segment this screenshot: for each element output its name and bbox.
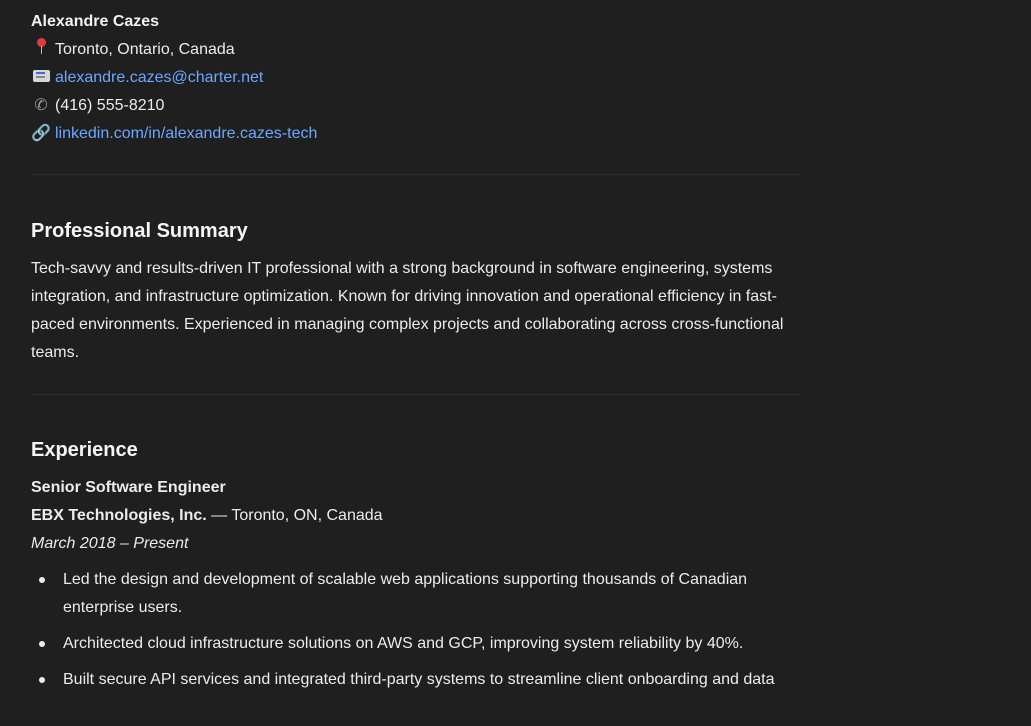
candidate-name: Alexandre Cazes <box>31 13 160 30</box>
bullet-text: Architected cloud infrastructure solutions on AWS and GCP, improving system reliability by 40%. <box>63 635 744 652</box>
summary-text: Tech-savvy and results-driven IT professional with a strong background in software engineering, systems integration, and infrastructure optimization. Known for driving innovation and operational efficiency in fast-paced environments. Experienced in managing complex projects and collaborating across cross-functional teams. <box>31 260 784 361</box>
bullet-icon <box>39 677 45 683</box>
list-item <box>31 630 801 658</box>
location-text: Toronto, Ontario, Canada <box>55 41 235 58</box>
list-item <box>31 566 801 622</box>
bullet-text: Led the design and development of scalable web applications supporting thousands of Canadian enterprise users. <box>63 571 748 616</box>
job-dates: March 2018 – Present <box>31 535 189 552</box>
job-entry <box>31 474 801 694</box>
summary-heading: Professional Summary <box>31 220 248 242</box>
bullet-icon <box>39 577 45 583</box>
pin-icon <box>31 36 51 64</box>
job-title: Senior Software Engineer <box>31 479 226 496</box>
section-divider <box>31 174 801 175</box>
contact-location <box>31 36 801 64</box>
link-icon: 🔗 <box>31 125 51 142</box>
experience-heading: Experience <box>31 439 138 461</box>
envelope-icon <box>31 64 51 92</box>
job-bullets <box>31 566 801 694</box>
contact-email <box>31 64 801 92</box>
bullet-icon <box>39 641 45 647</box>
job-company-line <box>31 502 801 530</box>
list-item <box>31 666 801 694</box>
contact-linkedin <box>31 120 801 148</box>
section-divider <box>31 394 801 395</box>
contact-phone <box>31 92 801 120</box>
company-name: EBX Technologies, Inc. <box>31 507 207 524</box>
resume-content <box>31 8 801 702</box>
bullet-text: Built secure API services and integrated third-party systems to streamline client onboarding and data <box>63 671 775 688</box>
telephone-icon: ✆ <box>34 97 48 114</box>
company-location: — Toronto, ON, Canada <box>206 507 383 524</box>
phone-text: (416) 555-8210 <box>55 97 165 114</box>
email-link[interactable]: alexandre.cazes@charter.net <box>55 69 264 86</box>
linkedin-link[interactable]: linkedin.com/in/alexandre.cazes-tech <box>55 125 318 142</box>
